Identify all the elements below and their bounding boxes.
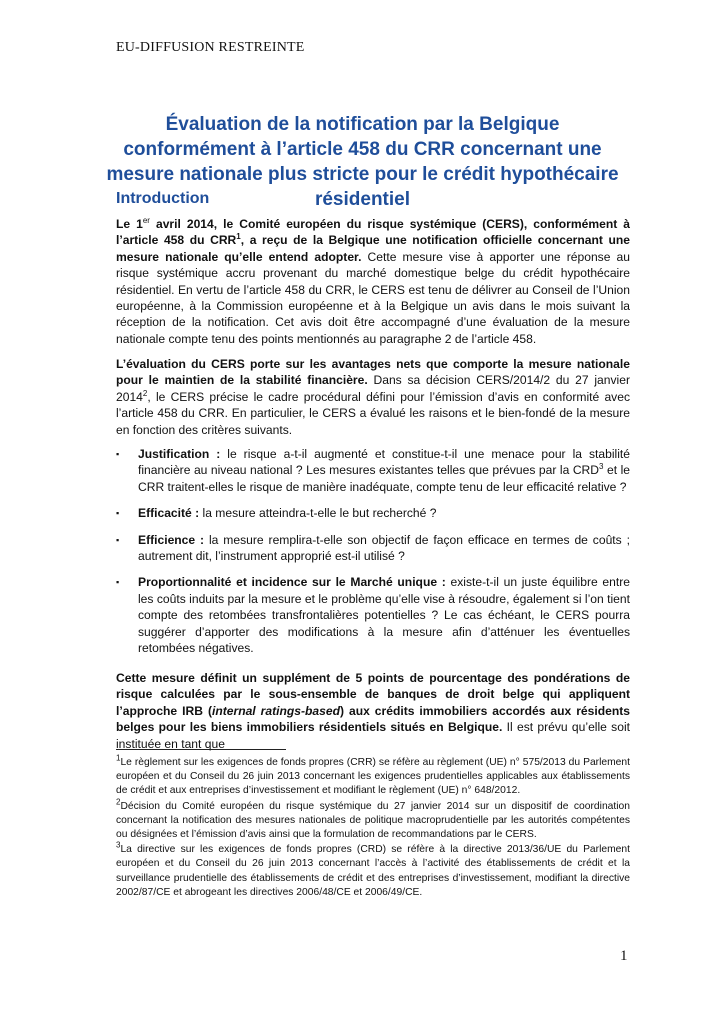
section-heading-introduction: Introduction: [116, 190, 210, 207]
p2-text-1: Dans sa décision CERS/2014/2 du 27 janvier 2014: [116, 373, 630, 404]
footnote-text: Décision du Comité européen du risque systémique du 27 janvier 2014 sur un dispositif de coordination concernant la notification des mesures nationales de politique macroprudentielle par les autorités compétentes ou désignées et l’émission d’avis ainsi que la formulation de recommandations par le CERS.: [116, 800, 630, 841]
bullet-label: Efficacité :: [138, 506, 200, 521]
footnote-2: [116, 797, 630, 843]
list-item-efficacite: [116, 505, 630, 521]
footnote-text: La directive sur les exigences de fonds propres (CRD) se réfère à la directive 2013/36/UE du Parlement européen et du Conseil du 26 juin 2013 concernant l’accès à l’activité des établissements de crédit et la surveillance prudentielle des établissements de crédit et des entreprises d’investissement, modifiant la directive 2002/87/CE et abrogeant les directives 2006/48/CE et 2006/49/CE.: [116, 844, 630, 898]
footnotes: [116, 753, 630, 901]
p3-text: Il est prévu qu’elle soit instituée en tant que: [116, 720, 630, 751]
bullet-marker: ▪: [116, 508, 120, 519]
footnote-number: 3: [116, 840, 121, 850]
p3-bold-2: ) aux crédits immobiliers accordés aux résidents belges pour les biens immobiliers résidentiels situés en Belgique.: [116, 703, 630, 735]
bullet-text: le risque a-t-il augmenté et constitue-t-il une menace pour la stabilité financière au niveau national ? Les mesures existantes telles que prévues par la CRD: [138, 447, 630, 478]
bullet-marker: ▪: [116, 534, 120, 545]
footnote-text: Le règlement sur les exigences de fonds propres (CRR) se réfère au règlement (UE) n° 575/2013 du Parlement européen et du Conseil du 26 juin 2013 concernant les exigences prudentielles applicables aux établissements de crédit et aux entreprises d’investissement et modifiant le règlement (UE) n° 648/2012.: [116, 757, 630, 797]
footnote-1: [116, 753, 630, 799]
document-title: Évaluation de la notification par la Belgique conformément à l’article 458 du CRR concernant une mesure nationale plus stricte pour le crédit hypothécaire résidentiel: [106, 114, 619, 210]
bullet-label: Proportionnalité et incidence sur le Marché unique :: [138, 575, 446, 590]
p1-text: Cette mesure vise à apporter une réponse au risque systémique accru provenant du marché domestique belge du crédit hypothécaire résidentiel. En vertu de l’article 458 du CRR, le CERS est tenu de délivrer au Conseil de l’Union européenne, à la Commission européenne et à la Belgique un avis dans le mois suivant la réception de la notification. Cet avis doit être accompagné d’une évaluation de la mesure nationale compte tenu des points mentionnés au paragraphe 2 de l’article 458.: [116, 249, 630, 346]
p3-bold-1: Cette mesure définit un supplément de 5 points de pourcentage des pondérations de risque calculées par le sous-ensemble de banques de droit belge qui appliquent l’approche IRB (: [116, 671, 630, 718]
p2-bold: L’évaluation du CERS porte sur les avantages nets que comporte la mesure nationale pour le maintien de la stabilité financière.: [116, 357, 630, 388]
footnote-separator: [116, 749, 286, 750]
footnote-ref-1[interactable]: 1: [236, 232, 241, 242]
list-item-justification: [116, 446, 630, 495]
bullet-marker: ▪: [116, 449, 120, 459]
footnote-ref-3[interactable]: 3: [599, 462, 604, 472]
p2-text-2: , le CERS précise le cadre procédural défini pour l’émission d’avis en conformité avec l’article 458 du CRR. En particulier, le CERS a évalué les raisons et le bien-fondé de la mesure en fonction des critères suivants.: [116, 389, 630, 437]
classification-header: EU-DIFFUSION RESTREINTE: [116, 40, 305, 55]
paragraph-1: [116, 216, 630, 347]
footnote-number: 1: [116, 753, 121, 763]
bullet-text: la mesure atteindra-t-elle le but recherché ?: [199, 506, 437, 521]
p1-ordinal-sup: er: [142, 215, 150, 225]
footnote-number: 2: [116, 797, 121, 807]
list-item-efficience: [116, 532, 630, 565]
criteria-list: [116, 446, 630, 665]
list-item-proportionnalite: [116, 574, 630, 656]
bullet-text-cont: et le CRR traitent-elles le risque de manière inadéquate, compte tenu de leur efficacité relative ?: [138, 463, 630, 494]
p1-bold-end: , a reçu de la Belgique une notification officielle concernant une mesure nationale qu’elle entend adopter.: [116, 233, 630, 264]
paragraph-3: [116, 670, 630, 752]
bullet-marker: ▪: [116, 577, 120, 588]
bullet-text: la mesure remplira-t-elle son objectif de façon efficace en termes de coûts ; autrement dit, l’instrument approprié est-il utilisé ?: [138, 532, 630, 564]
footnote-3: [116, 840, 630, 900]
footnote-ref-2[interactable]: 2: [142, 388, 148, 398]
bullet-text: existe-t-il un juste équilibre entre les coûts induits par la mesure et le problème qu’elle vise à résoudre, également si l’on tient compte des retombées transfrontalières potentielles ? Le cas échéant, le CERS pourra suggérer d’apporter des modifications à la mesure afin d’atténuer les éventuelles retombées négatives.: [138, 575, 630, 656]
page-number: 1: [620, 948, 628, 964]
p3-bold-italic: internal ratings-based: [211, 703, 340, 718]
p1-bold-start: Le 1: [116, 217, 143, 231]
p1-bold-middle: avril 2014, le Comité européen du risque systémique (CERS), conformément à l’article 458 du CRR: [116, 217, 630, 248]
bullet-label: Efficience :: [138, 532, 205, 547]
bullet-label: Justification :: [138, 447, 221, 461]
paragraph-2: [116, 356, 630, 438]
